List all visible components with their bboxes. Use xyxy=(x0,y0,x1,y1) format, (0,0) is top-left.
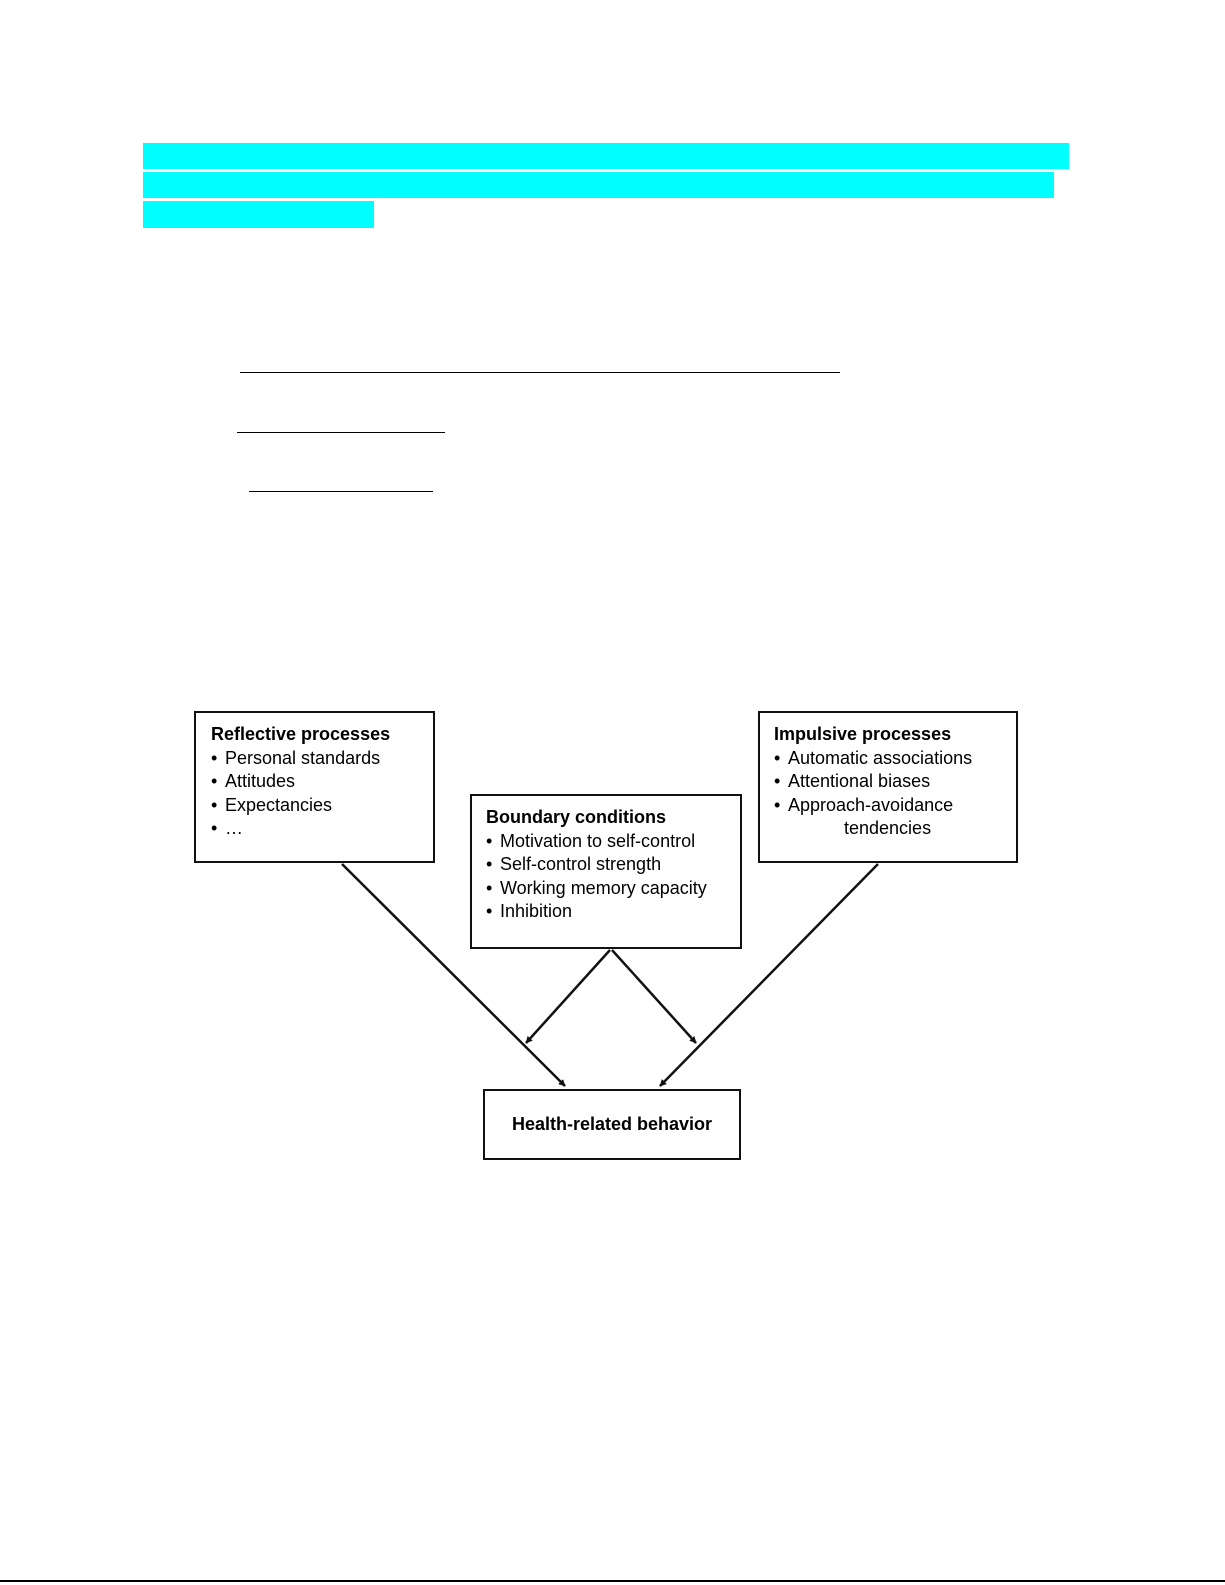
reflective-processes-list xyxy=(211,747,419,841)
list-item-continuation: tendencies xyxy=(844,818,932,838)
arrow-boundary-to-impulsive-path xyxy=(612,950,696,1043)
list-item: • Expectancies xyxy=(211,794,419,818)
reflective-processes-title: Reflective processes xyxy=(211,724,391,744)
boundary-conditions-title: Boundary conditions xyxy=(486,807,666,827)
list-item: • … xyxy=(211,817,419,841)
list-item: • Automatic associations xyxy=(774,747,1002,771)
list-item: • Self-control strength xyxy=(486,853,726,877)
impulsive-processes-box xyxy=(758,711,1018,863)
list-item: • Personal standards xyxy=(211,747,419,771)
list-item: • Motivation to self-control xyxy=(486,830,726,854)
impulsive-processes-list xyxy=(774,747,1002,818)
list-item: • Attitudes xyxy=(211,770,419,794)
list-item: • Attentional biases xyxy=(774,770,1002,794)
list-item: • Working memory capacity xyxy=(486,877,726,901)
reflective-processes-box xyxy=(194,711,435,863)
arrow-boundary-to-reflective-path xyxy=(526,950,610,1043)
health-related-behavior-box xyxy=(483,1089,741,1160)
health-related-behavior-label: Health-related behavior xyxy=(511,1113,713,1134)
impulsive-processes-title: Impulsive processes xyxy=(774,724,952,744)
boundary-conditions-list xyxy=(486,830,726,924)
list-item: • Inhibition xyxy=(486,900,726,924)
page-bottom-border xyxy=(0,1580,1225,1582)
list-item: • Approach-avoidance xyxy=(774,794,1002,818)
boundary-conditions-box xyxy=(470,794,742,949)
